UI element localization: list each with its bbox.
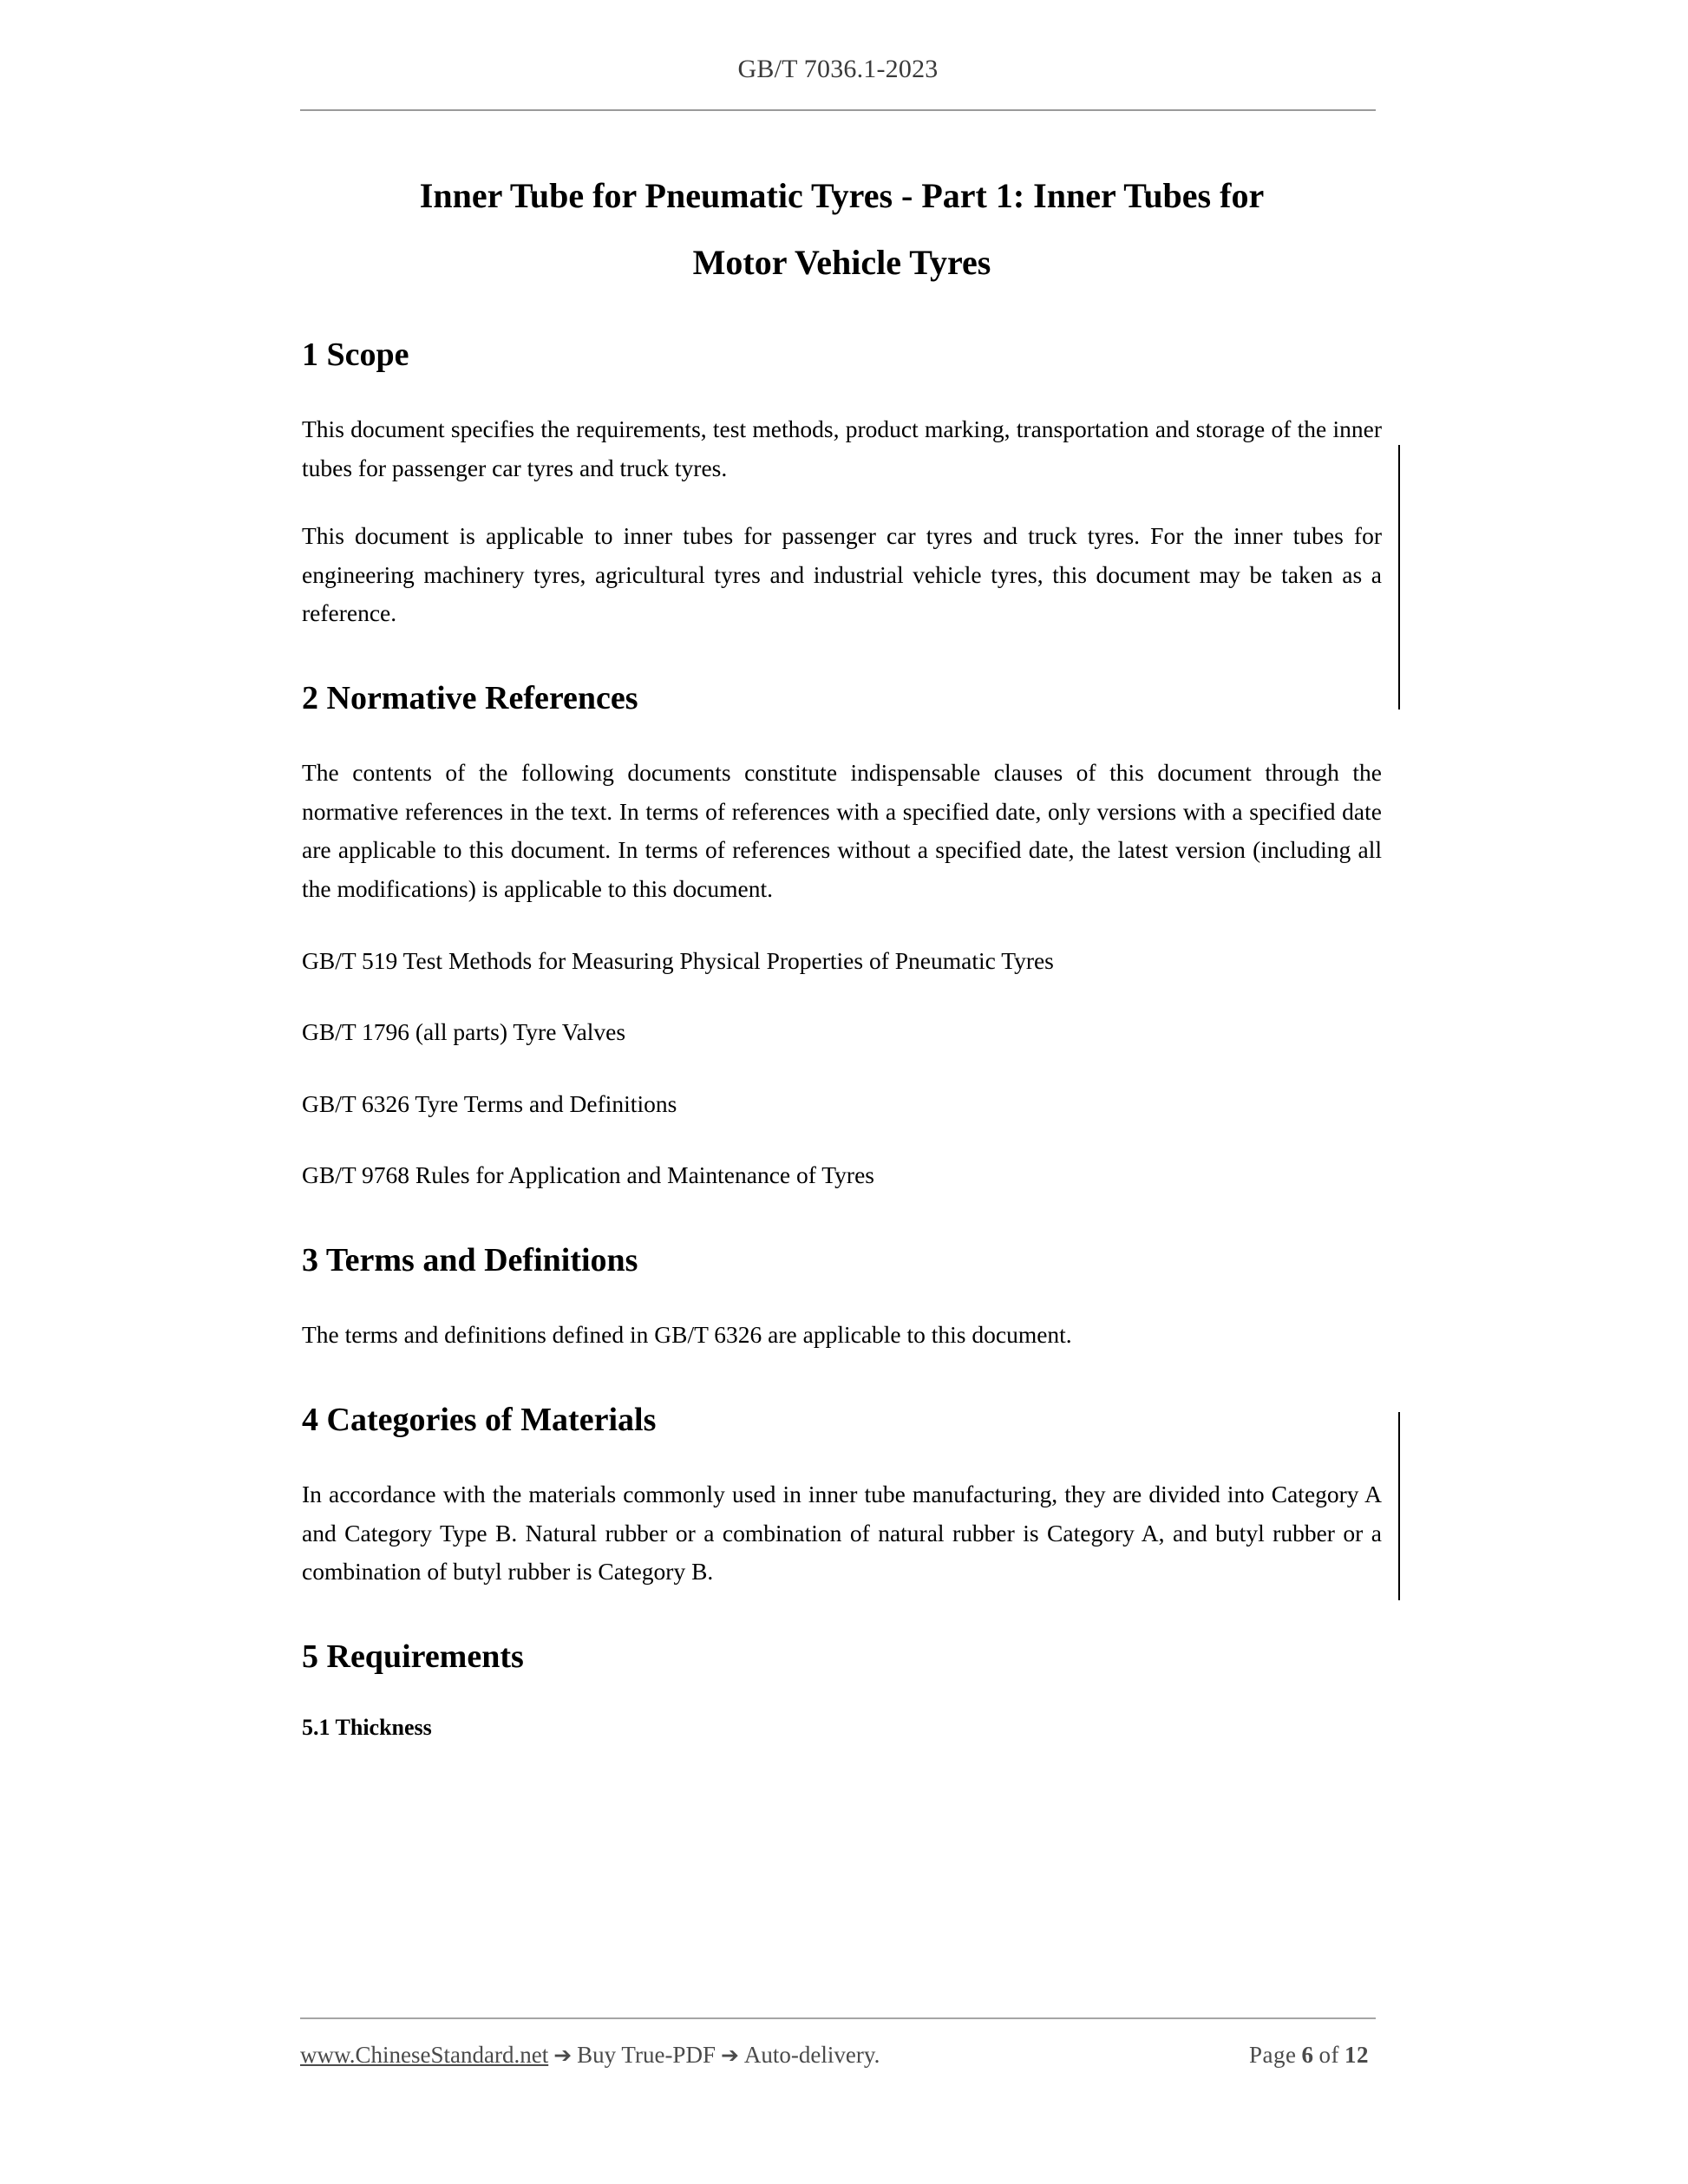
total-pages: 12 — [1345, 2042, 1369, 2068]
page-title-line-1: Inner Tube for Pneumatic Tyres - Part 1: Inner Tubes for — [419, 176, 1265, 215]
normative-reference-item: GB/T 1796 (all parts) Tyre Valves — [302, 1018, 626, 1046]
normative-reference-item: GB/T 6326 Tyre Terms and Definitions — [302, 1089, 677, 1117]
page-title — [302, 170, 1382, 290]
page-header — [300, 54, 1376, 111]
page-title-line-2: Motor Vehicle Tyres — [692, 242, 991, 282]
buy-true-pdf-label: Buy True-PDF — [577, 2042, 716, 2068]
arrow-right-icon: ➔ — [720, 2043, 739, 2068]
header-divider — [300, 109, 1376, 111]
terms-and-definitions-paragraph-1: The terms and definitions defined in GB/T 6326 are applicable to this document. — [302, 1321, 1072, 1349]
page-number: 6 — [1301, 2042, 1314, 2068]
page-footer — [300, 2017, 1376, 2069]
page-indicator — [1249, 2042, 1376, 2069]
subsection-heading-thickness: 5.1 Thickness — [302, 1715, 432, 1741]
document-body — [302, 170, 1382, 1743]
footer-content — [300, 2042, 1376, 2069]
normative-reference-item: GB/T 519 Test Methods for Measuring Physical Properties of Pneumatic Tyres — [302, 946, 1054, 974]
section-heading-requirements: 5 Requirements — [302, 1638, 524, 1675]
normative-references-paragraph-1: The contents of the following documents constitute indispensable clauses of this document through the normative references in the text. In terms of references with a specified date, only versions with a specified date are applicable to this document. In terms of references without a specified date, the latest version (including all the modifications) is applicable to this document. — [302, 759, 1382, 902]
page-label: Page — [1249, 2042, 1297, 2068]
of-label: of — [1318, 2042, 1339, 2068]
section-heading-categories-of-materials: 4 Categories of Materials — [302, 1401, 657, 1438]
arrow-right-icon: ➔ — [553, 2043, 572, 2068]
change-bar-scope — [1398, 445, 1400, 709]
chinesestandard-link[interactable]: www.ChineseStandard.net — [300, 2042, 549, 2068]
auto-delivery-label: Auto-delivery. — [743, 2042, 880, 2068]
categories-of-materials-paragraph-1: In accordance with the materials commonly used in inner tube manufacturing, they are divided into Category A and Category Type B. Natural rubber or a combination of natural rubber is Category A, and butyl rubber or a combination of butyl rubber is Category B. — [302, 1481, 1382, 1586]
section-heading-scope: 1 Scope — [302, 336, 409, 373]
change-bar-terms-materials — [1398, 1412, 1400, 1600]
footer-divider — [300, 2017, 1376, 2019]
section-heading-normative-references: 2 Normative References — [302, 679, 638, 716]
scope-paragraph-1: This document specifies the requirements, test methods, product marking, transportation and storage of the inner tubes for passenger car tyres and truck tyres. — [302, 415, 1382, 481]
footer-promo — [300, 2042, 880, 2069]
scope-paragraph-2: This document is applicable to inner tubes for passenger car tyres and truck tyres. For the inner tubes for engineering machinery tyres, agricultural tyres and industrial vehicle tyres, this document may be taken as a reference. — [302, 522, 1382, 627]
standard-number: GB/T 7036.1-2023 — [737, 55, 939, 83]
normative-reference-item: GB/T 9768 Rules for Application and Maintenance of Tyres — [302, 1161, 874, 1189]
section-heading-terms-and-definitions: 3 Terms and Definitions — [302, 1241, 638, 1278]
